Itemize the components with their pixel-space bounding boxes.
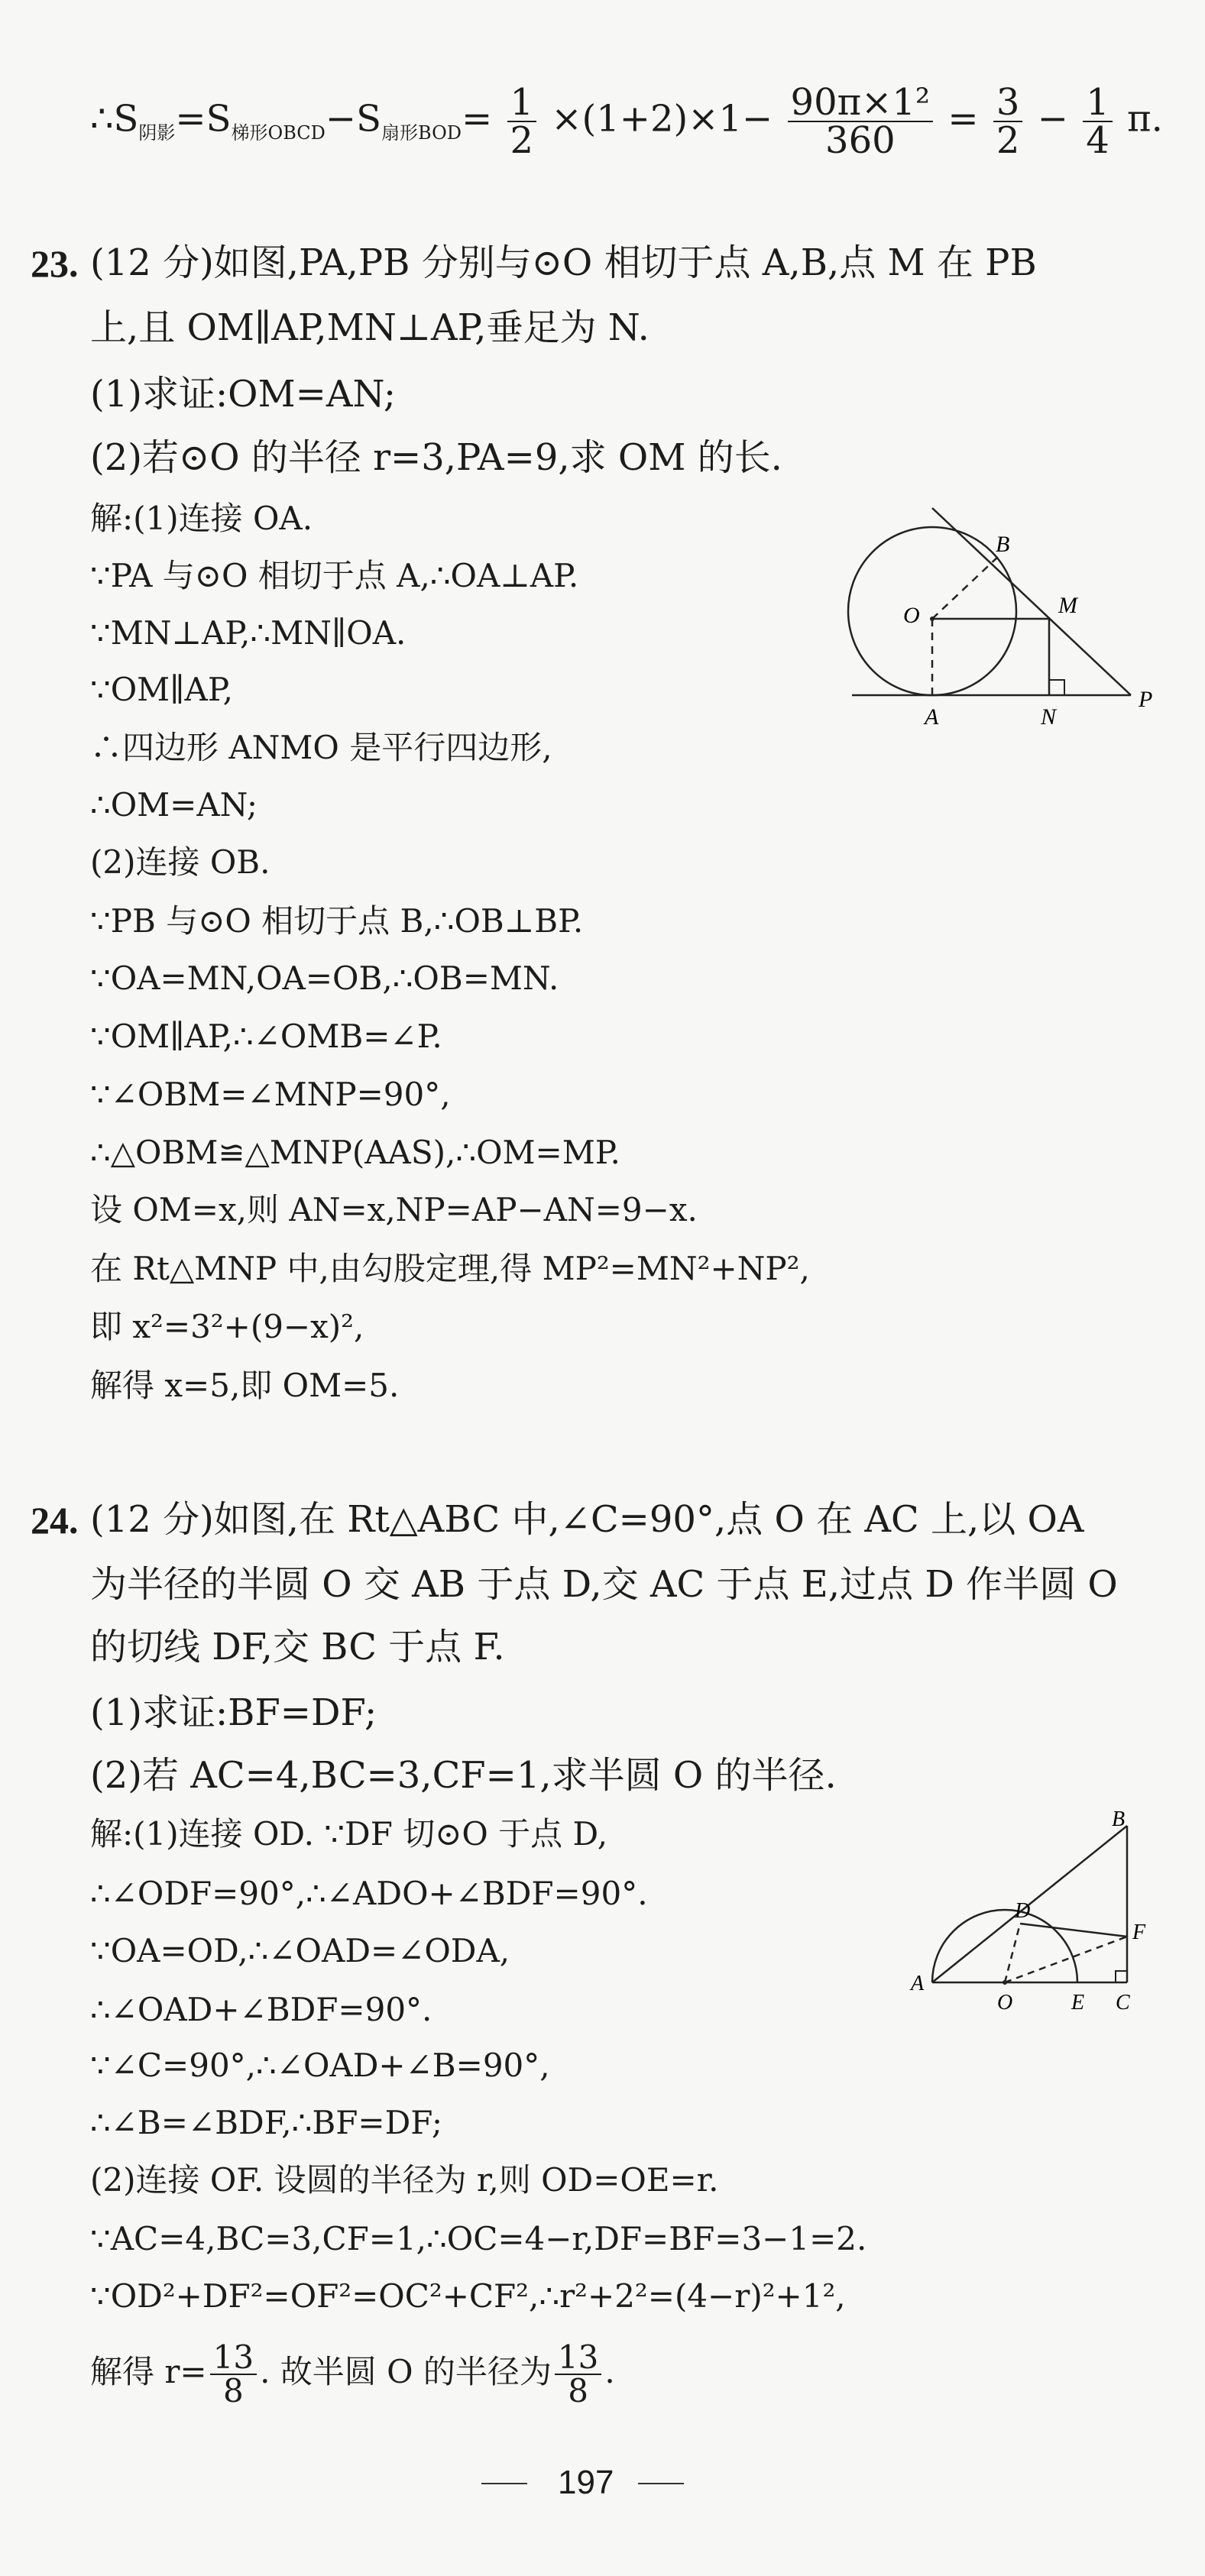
q23-sol-line: ∵OM∥AP,∴∠OMB=∠P. [90,1018,442,1055]
page-number-dash-left [481,2483,527,2484]
q24-stem-line1: (12 分)如图,在 Rt△ABC 中,∠C=90°,点 O 在 AC 上,以 OA [90,1498,1084,1541]
q23-sol-line: 解:(1)连接 OA. [90,500,313,537]
q24-part2: (2)若 AC=4,BC=3,CF=1,求半圆 O 的半径. [90,1754,837,1797]
q24-stem-line2: 为半径的半圆 O 交 AB 于点 D,交 AC 于点 E,过点 D 作半圆 O [90,1563,1118,1606]
q23-sol-line: ∵MN⊥AP,∴MN∥OA. [90,614,407,652]
label-B: B [1112,1811,1126,1831]
label-O: O [997,1991,1013,2015]
label-F: F [1132,1921,1146,1944]
label-B: B [996,532,1010,557]
q23-sol-line: ∵OA=MN,OA=OB,∴OB=MN. [90,960,559,997]
q24-final-answer: 解得 r= $\frac{13}{8}$ . 故半圆 O 的半径为 $\frac{13}{8}$ . [90,2338,615,2409]
q23-sol-line: ∴△OBM≌△MNP(AAS),∴OM=MP. [90,1134,620,1171]
q23-part1: (1)求证:OM=AN; [90,373,397,416]
q23-figure [841,489,1177,749]
q23-sol-line: 在 Rt△MNP 中,由勾股定理,得 MP²=MN²+NP², [90,1250,810,1287]
q23-stem-line2: 上,且 OM∥AP,MN⊥AP,垂足为 N. [90,306,649,349]
prev-solution-line: $\therefore S_{阴影}=S_{梯形OBCD}-S_{扇形BOD}=$ $\frac{1}{2}$ ×(1+2)×1− $\frac{\text{90π×1²}}{360}$ = $\frac{3}{2}$ − $\frac{1}{4}$ π. [90,81,1163,162]
label-M: M [1058,593,1077,618]
q23-sol-line: 即 x²=3²+(9−x)², [90,1308,364,1345]
q24-number: 24. [31,1499,79,1542]
q24-sol-line: ∴∠B=∠BDF,∴BF=DF; [90,2104,443,2141]
q23-stem-line1: (12 分)如图,PA,PB 分别与⊙O 相切于点 A,B,点 M 在 PB [90,241,1037,284]
q23-sol-line: ∵∠OBM=∠MNP=90°, [90,1076,451,1113]
label-A: A [925,704,939,730]
q24-sol-line: 解:(1)连接 OD. ∵DF 切⊙O 于点 D, [90,1815,608,1853]
q24-figure [902,1811,1169,2024]
q24-sol-line: ∵∠C=90°,∴∠OAD+∠B=90°, [90,2047,550,2084]
q23-part2: (2)若⊙O 的半径 r=3,PA=9,求 OM 的长. [90,436,782,479]
label-P: P [1139,687,1153,712]
label-N: N [1041,704,1057,730]
q23-sol-line: ∴OM=AN; [90,786,258,824]
q23-sol-line: ∵PB 与⊙O 相切于点 B,∴OB⊥BP. [90,902,584,940]
q24-sol-line: ∵OA=OD,∴∠OAD=∠ODA, [90,1932,510,1969]
q23-sol-line: (2)连接 OB. [90,843,270,881]
q24-sol-line: (2)连接 OF. 设圆的半径为 r,则 OD=OE=r. [90,2161,719,2199]
q24-sol-line: ∴∠ODF=90°,∴∠ADO+∠BDF=90°. [90,1875,648,1912]
page-number-dash-right [638,2483,684,2484]
label-O: O [903,603,920,628]
label-C: C [1116,1991,1130,2015]
label-D: D [1015,1899,1031,1923]
q24-stem-line3: 的切线 DF,交 BC 于点 F. [90,1626,505,1668]
q23-number: 23. [31,242,79,285]
q24-sol-line: ∵AC=4,BC=3,CF=1,∴OC=4−r,DF=BF=3−1=2. [90,2220,867,2257]
label-E: E [1071,1991,1085,2015]
q23-sol-line: 解得 x=5,即 OM=5. [90,1367,400,1404]
label-A: A [911,1972,925,1995]
q23-sol-line: ∵PA 与⊙O 相切于点 A,∴OA⊥AP. [90,557,579,594]
q24-sol-line: ∴∠OAD+∠BDF=90°. [90,1991,432,2028]
q23-sol-line: ∴四边形 ANMO 是平行四边形, [90,729,552,766]
q24-part1: (1)求证:BF=DF; [90,1691,377,1734]
page-number: 197 [558,2464,614,2501]
q23-sol-line: 设 OM=x,则 AN=x,NP=AP−AN=9−x. [90,1191,698,1228]
q23-sol-line: ∵OM∥AP, [90,671,233,708]
q24-sol-line: ∵OD²+DF²=OF²=OC²+CF²,∴r²+2²=(4−r)²+1², [90,2277,846,2315]
